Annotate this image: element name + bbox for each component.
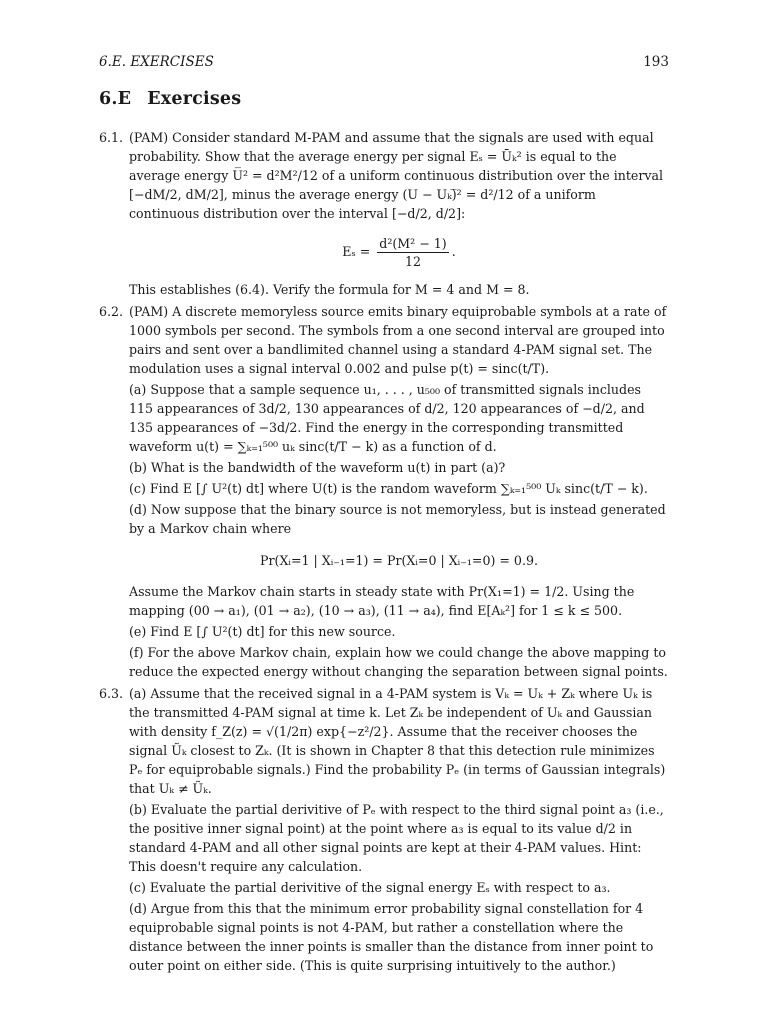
part-a: (a) Suppose that a sample sequence u₁, . . . , u₅₀₀ of transmitted signals includes 115 appearances of 3d/2, 130 appearances of d/2, 120 appearances of −d/2, and 135 appearances of −3d/2. Find the energy in the corresponding transmitted waveform u(t) = ∑ₖ₌₁⁵⁰⁰ uₖ sinc(t/T − k) as a function of d.	[129, 382, 645, 454]
section-number: 6.E	[99, 89, 132, 109]
display-equation: Pr(Xᵢ=1 | Xᵢ₋₁=1) = Pr(Xᵢ=0 | Xᵢ₋₁=0) = 0.9.	[260, 553, 538, 568]
part-c: (c) Find E [∫ U²(t) dt] where U(t) is the random waveform ∑ₖ₌₁⁵⁰⁰ Uₖ sinc(t/T − k).	[129, 481, 648, 496]
part-d: (d) Now suppose that the binary source is not memoryless, but is instead generated by a Markov chain where	[129, 502, 666, 536]
equation-end: .	[451, 244, 456, 259]
page-number: 193	[643, 54, 669, 70]
section-title	[99, 89, 257, 109]
display-equation	[129, 235, 669, 270]
part-c: (c) Evaluate the partial derivitive of the signal energy Eₛ with respect to a₃.	[129, 880, 611, 895]
exercise-intro: (PAM) A discrete memoryless source emits binary equiprobable symbols at a rate of 1000 symbols per second. The symbols from a one second interval are grouped into pairs and sent over a bandlimited channel using a standard 4-PAM signal set. The modulation uses a signal interval 0.002 and pulse p(t) = sinc(t/T).	[129, 304, 667, 376]
equation-lhs: Eₛ =	[342, 244, 371, 259]
fraction-numerator: d²(M² − 1)	[379, 236, 447, 251]
part-f: (f) For the above Markov chain, explain how we could change the above mapping to reduce the expected energy without changing the separation between signal points.	[129, 645, 668, 679]
exercise-text: (PAM) Consider standard M-PAM and assume that the signals are used with equal probability. Show that the average energy per signal Eₛ = Ūₖ² is equal to the average energy U̅² = d²M²/12 of a uniform continuous distribution over the interval [−dM/2, dM/2], minus the average energy (U − Uₖ)̅² = d²/12 of a uniform continuous distribution over the interval [−d/2, d/2]:	[129, 130, 664, 221]
part-a: (a) Assume that the received signal in a 4-PAM system is Vₖ = Uₖ + Zₖ where Uₖ is the transmitted 4-PAM signal at time k. Let Zₖ be independent of Uₖ and Gaussian with density f_Z(z) = √(1/2π) exp{−z²/2}. Assume that the receiver chooses the signal Ũₖ closest to Zₖ. (It is shown in Chapter 8 that this detection rule minimizes Pₑ for equiprobable signals.) Find the probability Pₑ (in terms of Gaussian integrals) that Uₖ ≠ Ũₖ.	[129, 686, 666, 796]
part-b: (b) What is the bandwidth of the waveform u(t) in part (a)?	[129, 460, 506, 475]
part-e: (e) Find E [∫ U²(t) dt] for this new source.	[129, 624, 396, 639]
part-b: (b) Evaluate the partial derivitive of Pₑ with respect to the third signal point a₃ (i.e., the positive inner signal point) at the point where a₃ is equal to its value d/2 in standard 4-PAM and all other signal points are kept at their 4-PAM values. Hint: This doesn't require any calculation.	[129, 802, 664, 874]
fraction-denominator: 12	[404, 254, 421, 269]
running-head-section: 6.E. EXERCISES	[99, 54, 214, 70]
exercise-list	[99, 128, 669, 978]
section-heading: Exercises	[147, 89, 242, 109]
exercise-number: 6.3.	[99, 686, 124, 701]
exercise-conclusion: This establishes (6.4). Verify the formula for M = 4 and M = 8.	[129, 282, 530, 297]
exercise-6-1	[99, 128, 669, 299]
part-d-continued: Assume the Markov chain starts in steady state with Pr(X₁=1) = 1/2. Using the mapping (00 → a₁), (01 → a₂), (10 → a₃), (11 → a₄), find E[Aₖ²] for 1 ≤ k ≤ 500.	[129, 584, 635, 618]
running-head	[99, 54, 669, 70]
exercise-6-3	[99, 684, 669, 975]
exercise-6-2	[99, 302, 669, 681]
equation-fraction	[377, 235, 448, 270]
part-d: (d) Argue from this that the minimum error probability signal constellation for 4 equiprobable signal points is not 4-PAM, but rather a constellation where the distance between the inner points is smaller than the distance from inner point to outer point on either side. (This is quite surprising intuitively to the author.)	[129, 901, 654, 973]
exercise-number: 6.2.	[99, 304, 124, 319]
exercise-number: 6.1.	[99, 130, 124, 145]
